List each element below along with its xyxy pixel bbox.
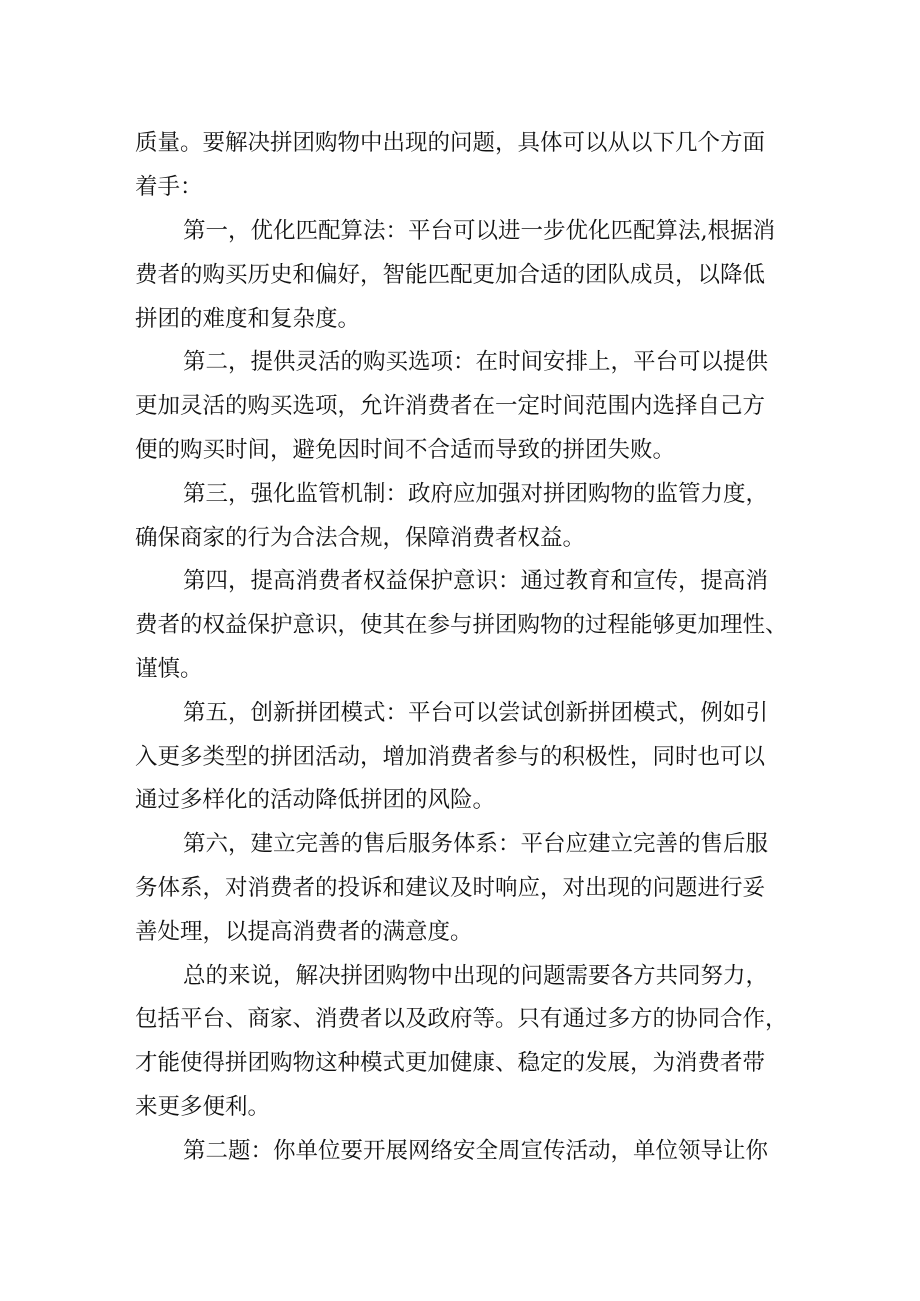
text-line: 质量。要解决拼团购物中出现的问题，具体可以从以下几个方面 [135,130,766,156]
text-line: 第五，创新拼团模式：平台可以尝试创新拼团模式，例如引 [183,700,769,726]
text-line: 总的来说，解决拼团购物中出现的问题需要各方共同努力， [183,963,769,989]
text-line: 第二，提供灵活的购买选项：在时间安排上，平台可以提供 [183,349,769,375]
text-line: 务体系，对消费者的投诉和建议及时响应，对出现的问题进行妥 [135,875,766,901]
text-line: 包括平台、商家、消费者以及政府等。只有通过多方的协同合作， [135,1006,788,1032]
text-line: 来更多便利。 [135,1094,271,1120]
text-line: 费者的购买历史和偏好，智能匹配更加合适的团队成员，以降低 [135,262,766,288]
text-line: 更加灵活的购买选项，允许消费者在一定时间范围内选择自己方 [135,393,766,419]
text-line: 通过多样化的活动降低拼团的风险。 [135,787,496,813]
text-line: 入更多类型的拼团活动，增加消费者参与的积极性，同时也可以 [135,744,766,770]
text-line: 便的购买时间，避免因时间不合适而导致的拼团失败。 [135,437,676,463]
text-line: 善处理，以提高消费者的满意度。 [135,919,473,945]
text-line: 才能使得拼团购物这种模式更加健康、稳定的发展，为消费者带 [135,1050,766,1076]
text-line: 第一，优化匹配算法：平台可以进一步优化匹配算法,根据消 [183,218,776,244]
text-line: 谨慎。 [135,656,203,682]
text-line: 拼团的难度和复杂度。 [135,306,361,332]
text-line: 着手： [135,174,203,200]
text-line: 第二题：你单位要开展网络安全周宣传活动，单位领导让你 [183,1138,769,1164]
text-line: 费者的权益保护意识，使其在参与拼团购物的过程能够更加理性、 [135,612,788,638]
text-line: 第六，建立完善的售后服务体系：平台应建立完善的售后服 [183,831,769,857]
text-line: 第三，强化监管机制：政府应加强对拼团购物的监管力度， [183,481,769,507]
text-line: 第四，提高消费者权益保护意识：通过教育和宣传，提高消 [183,568,769,594]
text-line: 确保商家的行为合法合规，保障消费者权益。 [135,525,586,551]
